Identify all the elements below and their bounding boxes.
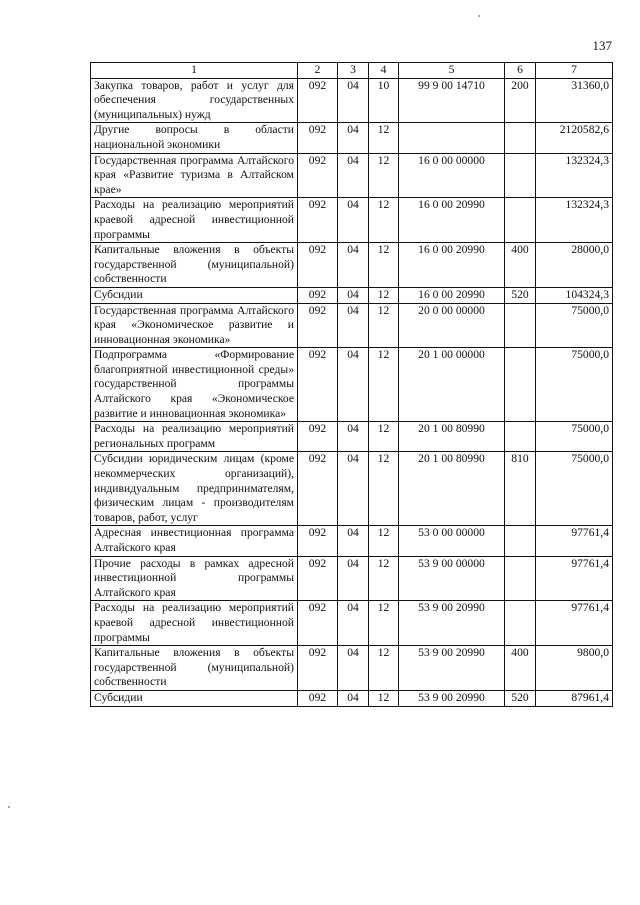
cell-section: 04	[338, 198, 369, 243]
cell-expense-type: 520	[505, 690, 536, 706]
scan-speck	[8, 806, 10, 808]
cell-expense-type	[505, 123, 536, 153]
header-col-5: 5	[399, 63, 505, 79]
cell-expense-type	[505, 303, 536, 348]
cell-target-article: 99 9 00 14710	[399, 78, 505, 123]
cell-target-article: 53 0 00 00000	[399, 526, 505, 556]
cell-subsection: 12	[369, 646, 399, 691]
cell-code-ministry: 092	[298, 303, 338, 348]
table-row	[91, 303, 613, 348]
cell-subsection: 12	[369, 348, 399, 422]
cell-amount: 104324,3	[536, 287, 613, 303]
cell-section: 04	[338, 646, 369, 691]
table-row	[91, 452, 613, 526]
cell-target-article: 53 9 00 20990	[399, 646, 505, 691]
cell-subsection: 10	[369, 78, 399, 123]
cell-subsection: 12	[369, 556, 399, 601]
cell-code-ministry: 092	[298, 153, 338, 198]
cell-expense-type	[505, 348, 536, 422]
cell-amount: 75000,0	[536, 422, 613, 452]
cell-section: 04	[338, 422, 369, 452]
cell-code-ministry: 092	[298, 287, 338, 303]
cell-target-article: 20 1 00 80990	[399, 422, 505, 452]
cell-target-article: 20 1 00 80990	[399, 452, 505, 526]
cell-expense-type: 400	[505, 646, 536, 691]
cell-target-article: 16 0 00 20990	[399, 287, 505, 303]
budget-table	[90, 62, 613, 707]
cell-section: 04	[338, 243, 369, 288]
cell-expense-type: 400	[505, 243, 536, 288]
cell-amount: 2120582,6	[536, 123, 613, 153]
cell-expense-type	[505, 556, 536, 601]
header-col-3: 3	[338, 63, 369, 79]
cell-expense-type	[505, 198, 536, 243]
table-header-row	[91, 63, 613, 79]
cell-code-ministry: 092	[298, 526, 338, 556]
cell-code-ministry: 092	[298, 243, 338, 288]
header-col-7: 7	[536, 63, 613, 79]
cell-subsection: 12	[369, 153, 399, 198]
cell-code-ministry: 092	[298, 556, 338, 601]
header-col-4: 4	[369, 63, 399, 79]
cell-description: Расходы на реализацию мероприятий региональных программ	[91, 422, 298, 452]
cell-code-ministry: 092	[298, 422, 338, 452]
cell-expense-type	[505, 153, 536, 198]
table-row	[91, 422, 613, 452]
cell-amount: 132324,3	[536, 198, 613, 243]
cell-description: Прочие расходы в рамках адресной инвестиционной программы Алтайского края	[91, 556, 298, 601]
cell-amount: 87961,4	[536, 690, 613, 706]
cell-subsection: 12	[369, 690, 399, 706]
cell-amount: 97761,4	[536, 556, 613, 601]
cell-subsection: 12	[369, 198, 399, 243]
cell-expense-type: 810	[505, 452, 536, 526]
cell-expense-type: 200	[505, 78, 536, 123]
table-row	[91, 78, 613, 123]
cell-section: 04	[338, 601, 369, 646]
cell-description: Капитальные вложения в объекты государственной (муниципальной) собственности	[91, 243, 298, 288]
cell-amount: 97761,4	[536, 526, 613, 556]
cell-description: Закупка товаров, работ и услуг для обеспечения государственных (муниципальных) нужд	[91, 78, 298, 123]
cell-target-article: 53 9 00 00000	[399, 556, 505, 601]
cell-subsection: 12	[369, 452, 399, 526]
table-body	[91, 78, 613, 706]
table-row	[91, 153, 613, 198]
cell-subsection: 12	[369, 123, 399, 153]
header-col-6: 6	[505, 63, 536, 79]
cell-subsection: 12	[369, 601, 399, 646]
cell-section: 04	[338, 303, 369, 348]
cell-code-ministry: 092	[298, 78, 338, 123]
table-row	[91, 123, 613, 153]
cell-description: Субсидии юридическим лицам (кроме некоммерческих организаций), индивидуальным предпринимателям, физическим лицам - производителям товаров, работ, услуг	[91, 452, 298, 526]
cell-target-article: 53 9 00 20990	[399, 601, 505, 646]
cell-description: Расходы на реализацию мероприятий краевой адресной инвестиционной программы	[91, 198, 298, 243]
table-row	[91, 601, 613, 646]
cell-target-article: 20 1 00 00000	[399, 348, 505, 422]
cell-expense-type	[505, 601, 536, 646]
table-row	[91, 526, 613, 556]
cell-target-article: 16 0 00 20990	[399, 198, 505, 243]
cell-amount: 28000,0	[536, 243, 613, 288]
table-row	[91, 243, 613, 288]
table-row	[91, 690, 613, 706]
cell-section: 04	[338, 123, 369, 153]
cell-code-ministry: 092	[298, 646, 338, 691]
cell-expense-type	[505, 526, 536, 556]
cell-code-ministry: 092	[298, 123, 338, 153]
cell-amount: 9800,0	[536, 646, 613, 691]
cell-code-ministry: 092	[298, 198, 338, 243]
cell-description: Расходы на реализацию мероприятий краевой адресной инвестиционной программы	[91, 601, 298, 646]
table-row	[91, 646, 613, 691]
table-row	[91, 348, 613, 422]
cell-subsection: 12	[369, 303, 399, 348]
cell-amount: 31360,0	[536, 78, 613, 123]
cell-section: 04	[338, 287, 369, 303]
cell-section: 04	[338, 348, 369, 422]
cell-code-ministry: 092	[298, 690, 338, 706]
cell-description: Подпрограмма «Формирование благоприятной инвестиционной среды» государственной программы Алтайского края «Экономическое развитие и инновационная экономика»	[91, 348, 298, 422]
cell-amount: 75000,0	[536, 452, 613, 526]
cell-section: 04	[338, 153, 369, 198]
cell-subsection: 12	[369, 526, 399, 556]
header-col-2: 2	[298, 63, 338, 79]
cell-target-article	[399, 123, 505, 153]
cell-subsection: 12	[369, 287, 399, 303]
header-col-1: 1	[91, 63, 298, 79]
cell-section: 04	[338, 78, 369, 123]
cell-description: Государственная программа Алтайского края «Развитие туризма в Алтайском крае»	[91, 153, 298, 198]
cell-section: 04	[338, 526, 369, 556]
table-row	[91, 556, 613, 601]
cell-target-article: 53 9 00 20990	[399, 690, 505, 706]
cell-section: 04	[338, 556, 369, 601]
cell-target-article: 16 0 00 00000	[399, 153, 505, 198]
cell-description: Субсидии	[91, 287, 298, 303]
cell-amount: 132324,3	[536, 153, 613, 198]
cell-amount: 75000,0	[536, 303, 613, 348]
cell-expense-type: 520	[505, 287, 536, 303]
cell-section: 04	[338, 452, 369, 526]
cell-description: Адресная инвестиционная программа Алтайского края	[91, 526, 298, 556]
table-row	[91, 287, 613, 303]
cell-code-ministry: 092	[298, 601, 338, 646]
scan-speck	[478, 15, 480, 17]
table-row	[91, 198, 613, 243]
cell-target-article: 20 0 00 00000	[399, 303, 505, 348]
cell-subsection: 12	[369, 243, 399, 288]
cell-description: Капитальные вложения в объекты государственной (муниципальной) собственности	[91, 646, 298, 691]
cell-code-ministry: 092	[298, 348, 338, 422]
cell-subsection: 12	[369, 422, 399, 452]
cell-target-article: 16 0 00 20990	[399, 243, 505, 288]
cell-amount: 97761,4	[536, 601, 613, 646]
cell-expense-type	[505, 422, 536, 452]
cell-amount: 75000,0	[536, 348, 613, 422]
cell-description: Государственная программа Алтайского края «Экономическое развитие и инновационная экономика»	[91, 303, 298, 348]
page-number: 137	[592, 38, 612, 53]
cell-section: 04	[338, 690, 369, 706]
cell-code-ministry: 092	[298, 452, 338, 526]
cell-description: Субсидии	[91, 690, 298, 706]
cell-description: Другие вопросы в области национальной экономики	[91, 123, 298, 153]
